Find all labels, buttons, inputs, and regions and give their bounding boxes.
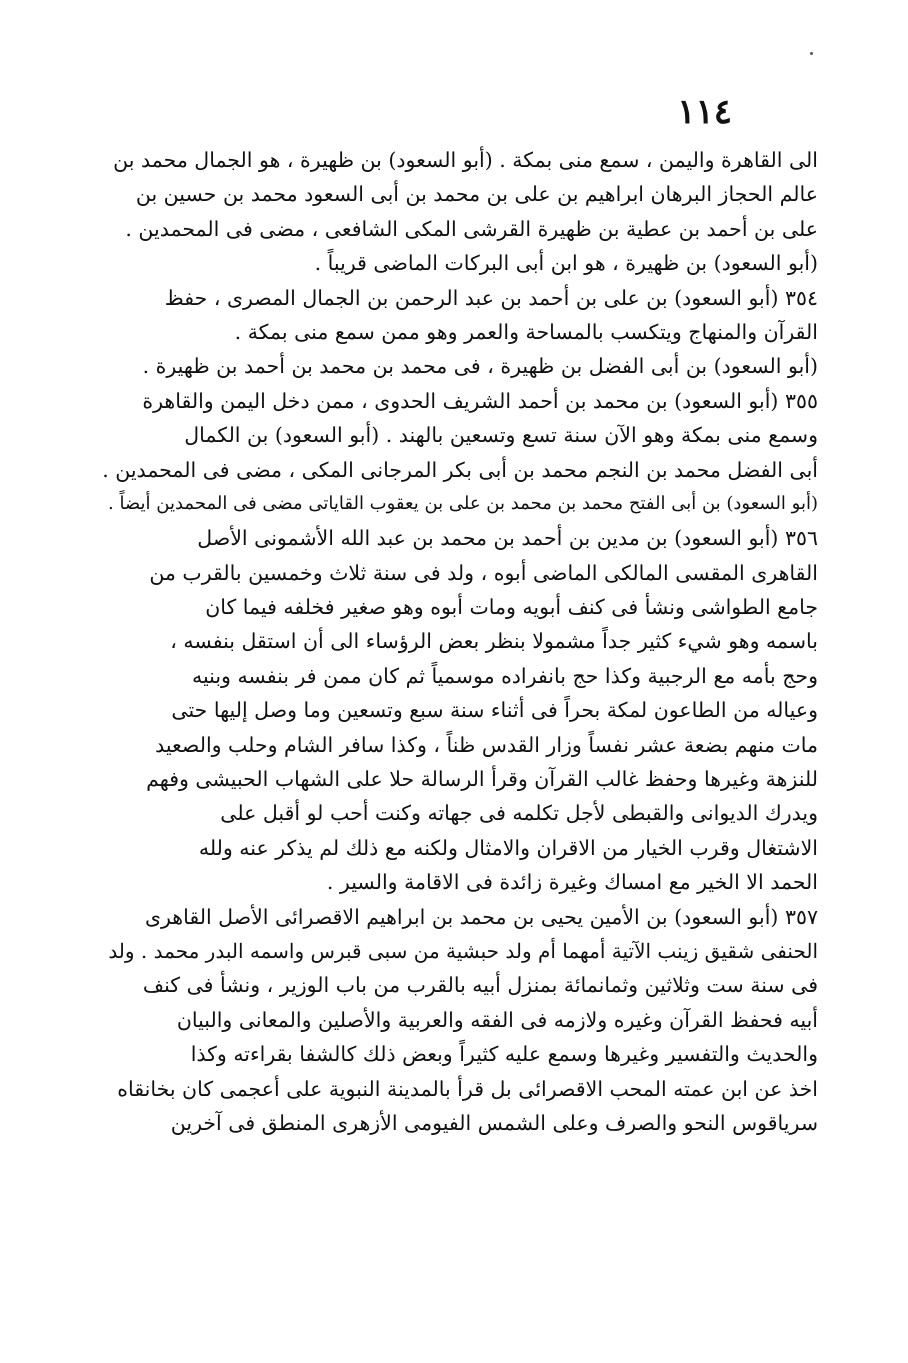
text-line: (أبو السعود) بن أبى الفتح محمد بن محمد بن على بن يعقوب القاياتى مضى فى المحمدين أيضاً . <box>108 492 818 514</box>
text-line: ٣٥٥ (أبو السعود) بن محمد بن أحمد الشريف الحدوى ، ممن دخل اليمن والقاهرة <box>142 388 818 413</box>
text-line: ٣٥٤ (أبو السعود) بن على بن أحمد بن عبد الرحمن بن الجمال المصرى ، حفظ <box>164 285 818 310</box>
text-line: فى سنة ست وثلاثين وثمانمائة بمنزل أبيه بالقرب من باب الوزير ، ونشأ فى كنف <box>142 973 818 998</box>
text-line: اخذ عن ابن عمته المحب الاقصرائى بل قرأ بالمدينة النبوية على أعجمى كان بخانقاه <box>117 1076 818 1101</box>
text-line: أبيه فحفظ القرآن وغيره ولازمه فى الفقه والعربية والأصلين والمعانى والبيان <box>176 1007 818 1032</box>
text-line: أبى الفضل محمد بن النجم محمد بن أبى بكر المرجانى المكى ، مضى فى المحمدين . <box>102 457 818 482</box>
text-line: ٣٥٧ (أبو السعود) بن الأمين يحيى بن محمد بن ابراهيم الاقصرائى الأصل القاهرى <box>144 904 818 929</box>
text-line: وحج بأمه مع الرجبية وكذا حج بانفراده موسمياً ثم كان ممن فر بنفسه وبنيه <box>191 663 818 688</box>
paper-speck <box>810 52 813 55</box>
text-line: وعياله من الطاعون لمكة بحراً فى أثناء سنة سبع وتسعين وما وصل إليها حتى <box>171 698 818 723</box>
body-text <box>94 143 818 1140</box>
text-line: سرياقوس النحو والصرف وعلى الشمس الفيومى الأزهرى المنطق فى آخرين <box>170 1110 818 1135</box>
text-line: مات منهم بضعة عشر نفساً وزار القدس ظناً ، وكذا سافر الشام وحلب والصعيد <box>155 732 818 757</box>
text-line: الى القاهرة واليمن ، سمع منى بمكة . (أبو السعود) بن ظهيرة ، هو الجمال محمد بن <box>113 148 818 172</box>
text-line: الحمد الا الخير مع امساك وغيرة زائدة فى الاقامة والسير . <box>326 870 818 895</box>
text-line: الاشتغال وقرب الخيار من الاقران والامثال ولكنه مع ذلك لم يذكر عنه ولله <box>198 835 818 860</box>
page-number: ١١٤ <box>677 92 732 132</box>
text-line: على بن أحمد بن عطية بن ظهيرة القرشى المكى الشافعى ، مضى فى المحمدين . <box>125 216 818 241</box>
text-line: ويدرك الديوانى والقبطى لأجل تكلمه فى جهاته وكنت أحب لو أقبل على <box>220 801 818 826</box>
text-line: جامع الطواشى ونشأ فى كنف أبويه ومات أبوه وهو صغير فخلفه فيما كان <box>205 595 818 620</box>
text-line: عالم الحجاز البرهان ابراهيم بن على بن محمد بن أبى السعود محمد بن حسين بن <box>135 182 818 207</box>
text-line: (أبو السعود) بن ظهيرة ، هو ابن أبى البركات الماضى قريباً . <box>314 251 818 276</box>
text-line: القرآن والمنهاج ويتكسب بالمساحة والعمر وهو ممن سمع منى بمكة . <box>234 319 818 344</box>
text-line: ٣٥٦ (أبو السعود) بن مدين بن أحمد بن محمد بن عبد الله الأشمونى الأصل <box>197 526 818 551</box>
text-line: باسمه وهو شيء كثير جداً مشمولا بنظر بعض الرؤساء الى أن استقل بنفسه ، <box>170 629 818 654</box>
text-line: القاهرى المقسى المالكى الماضى أبوه ، ولد فى سنة ثلاث وخمسين بالقرب من <box>149 560 818 585</box>
text-line: للنزهة وغيرها وحفظ غالب القرآن وقرأ الرسالة حلا على الشهاب الحبيشى وفهم <box>146 767 818 792</box>
text-line: وسمع منى بمكة وهو الآن سنة تسع وتسعين بالهند . (أبو السعود) بن الكمال <box>184 423 818 448</box>
text-line: (أبو السعود) بن أبى الفضل بن ظهيرة ، فى محمد بن محمد بن أحمد بن ظهيرة . <box>142 354 818 379</box>
text-line: الحنفى شقيق زينب الآتية أمهما أم ولد حبشية من سبى قبرس واسمه البدر محمد . ولد <box>108 938 818 963</box>
text-line: والحديث والتفسير وغيرها وسمع عليه كثيراً وبعض ذلك كالشفا بقراءته وكذا <box>190 1042 818 1067</box>
